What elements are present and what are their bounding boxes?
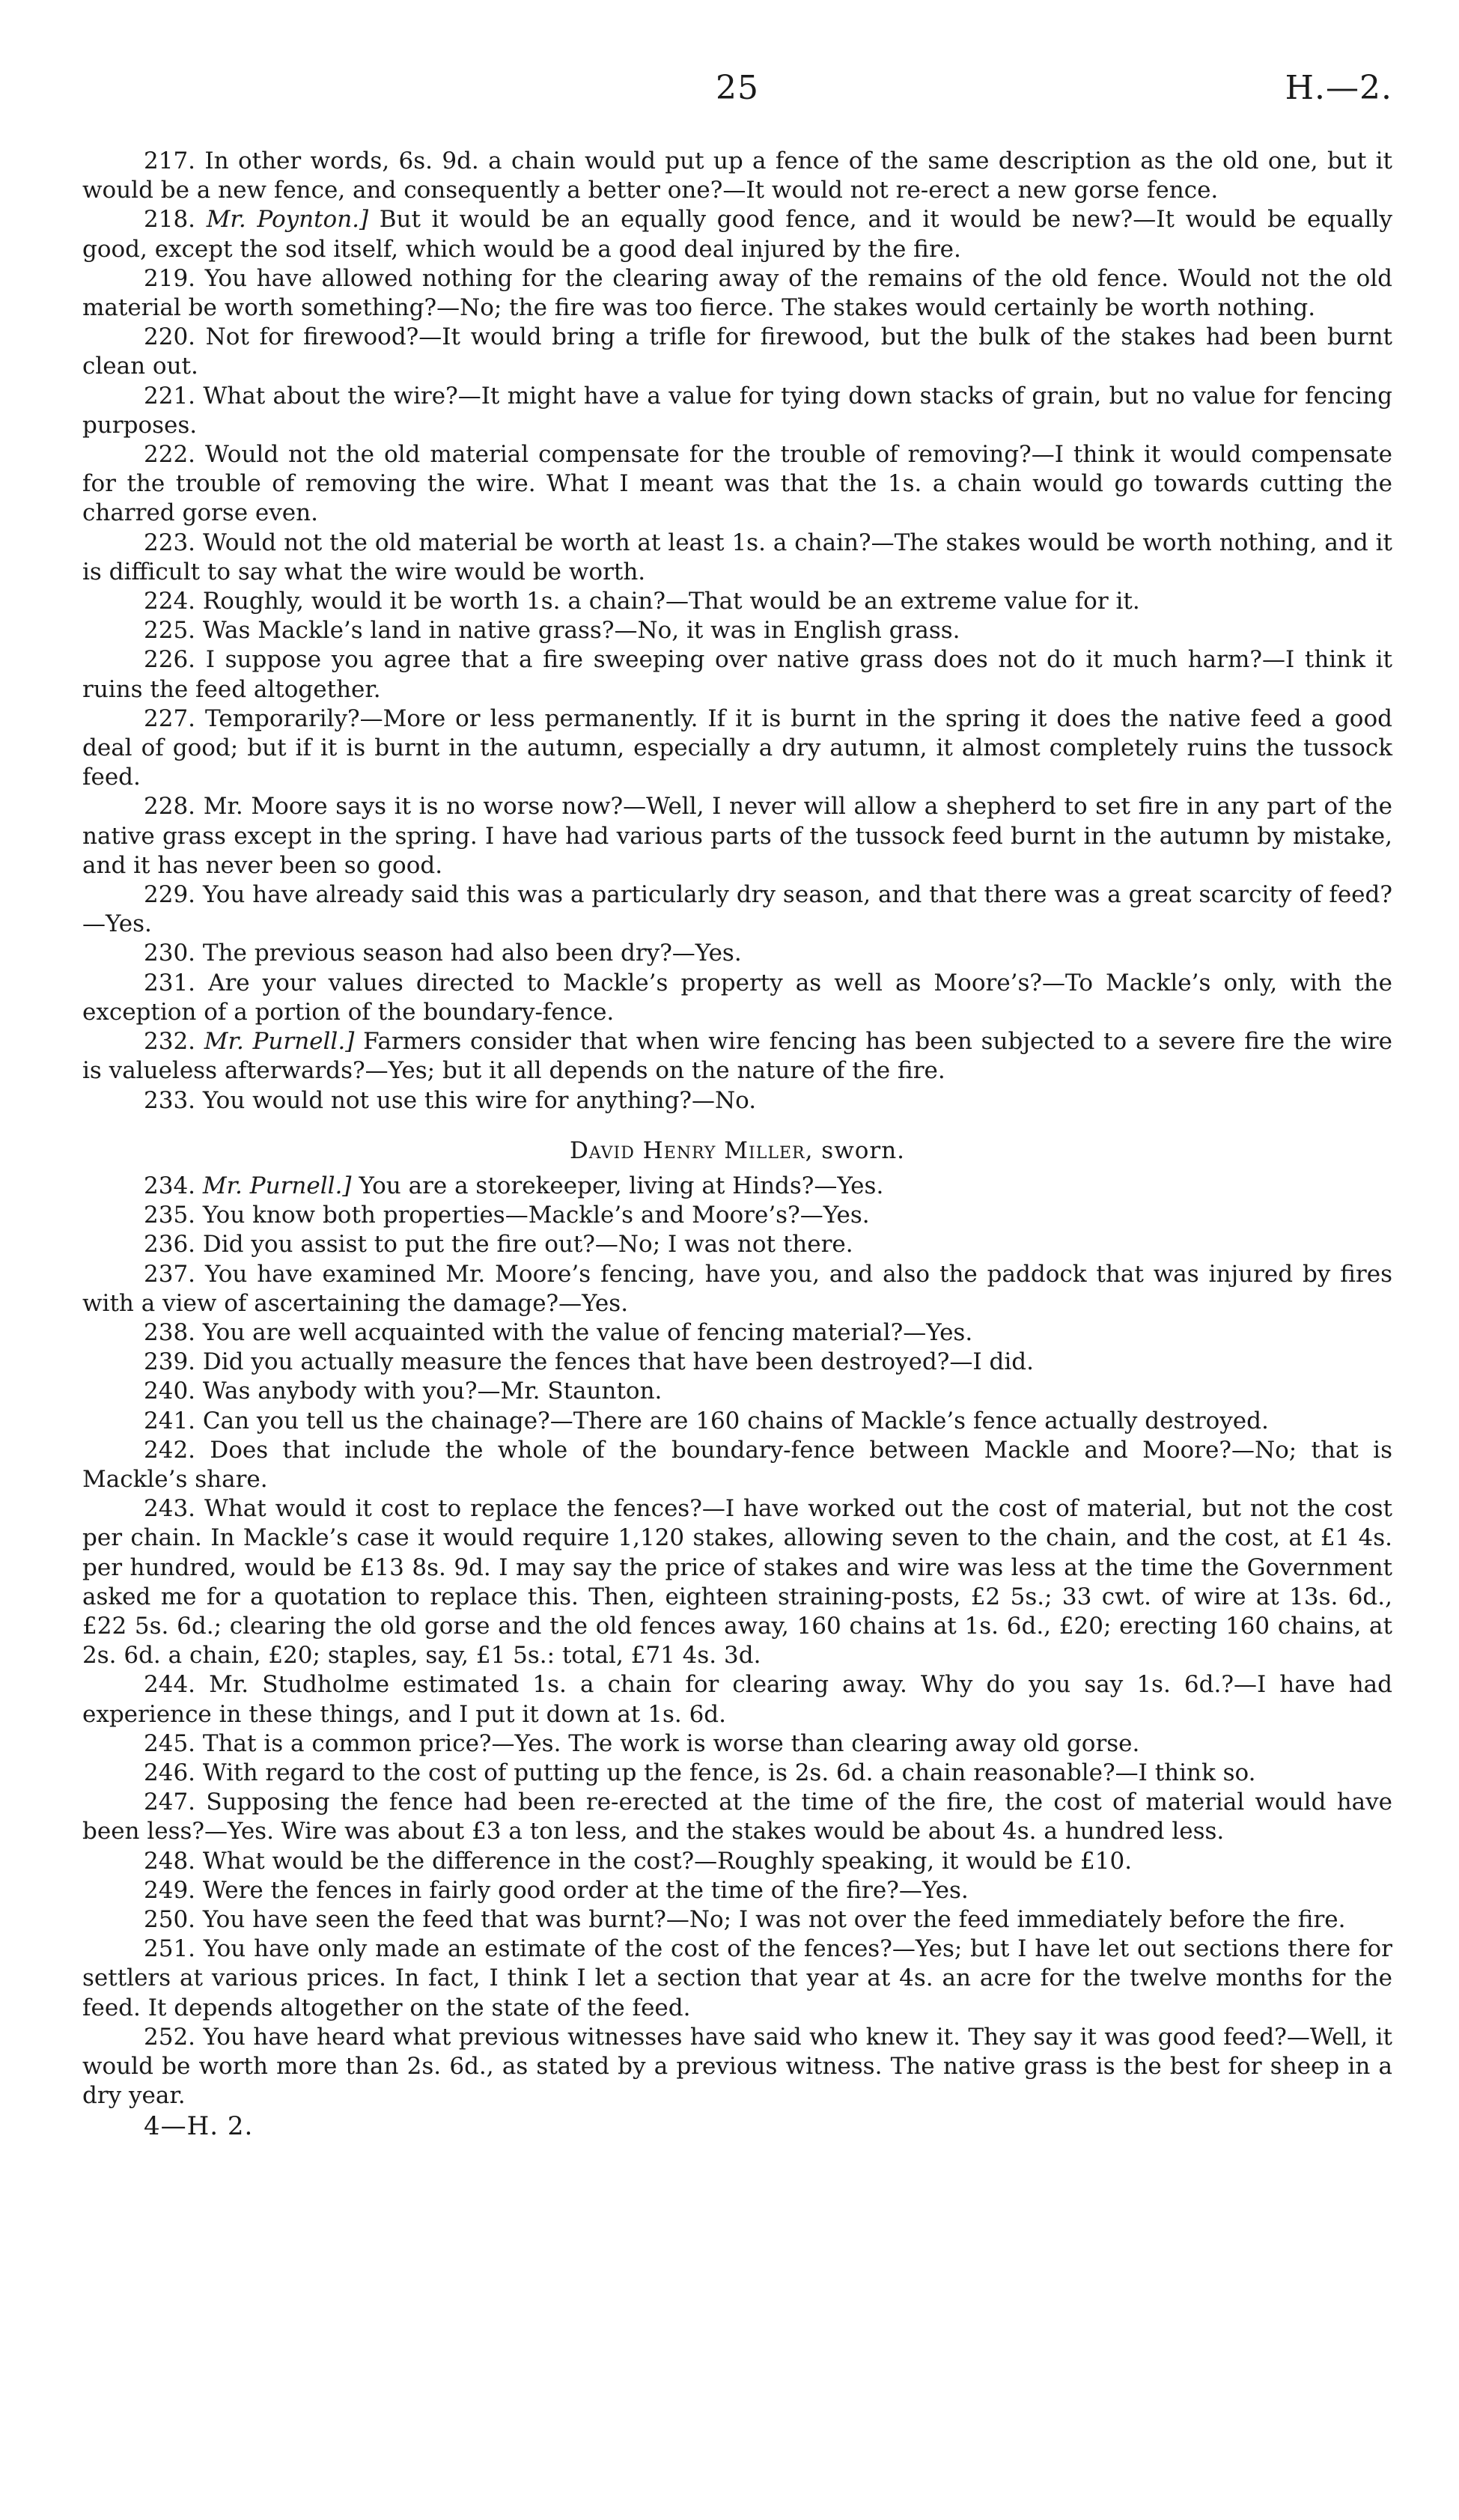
evidence-block-1 [82,147,1392,1116]
document-body [82,147,1392,2142]
question-number: 235. [144,1202,196,1229]
question-number: 251. [144,1935,196,1963]
question-text: You would not use this wire for anything?—No. [202,1086,757,1114]
question-paragraph [82,1436,1392,1494]
question-paragraph [82,704,1392,793]
question-text: The previous season had also been dry?—Yes. [202,940,742,967]
question-number: 241. [144,1407,196,1434]
question-text: I suppose you agree that a fire sweeping over native grass does not do it much harm?—I think it ruins the feed altogether. [82,646,1393,703]
question-paragraph [82,1172,1392,1201]
question-number: 221. [144,382,196,410]
question-text: Would not the old material be worth at least 1s. a chain?—The stakes would be worth nothing, and it is difficult to say what the wire would be worth. [82,529,1392,585]
question-text: Not for firewood?—It would bring a trifle for firewood, but the bulk of the stakes had been burnt clean out. [82,323,1392,380]
question-text: That is a common price?—Yes. The work is worse than clearing away old gorse. [202,1729,1140,1757]
question-paragraph [82,645,1392,704]
question-text: You have heard what previous witnesses have said who knew it. They say it was good feed?—Well, it would be worth more than 2s. 6d., as stated by a previous witness. The native grass is the best for sheep in a dry year. [82,2023,1392,2110]
question-paragraph [82,880,1392,939]
question-text: Did you assist to put the fire out?—No; I was not there. [202,1231,853,1259]
question-number: 228. [144,793,196,821]
question-text: Did you actually measure the fences that have been destroyed?—I did. [202,1348,1034,1376]
question-text: Are your values directed to Mackle’s property as well as Moore’s?—To Mackle’s only, with the exception of a portion of the boundary-fence. [82,969,1392,1026]
question-paragraph [82,1729,1392,1759]
question-paragraph [82,1788,1392,1846]
question-number: 218. [144,206,196,234]
question-text: Would not the old material compensate for the trouble of removing?—I think it would compensate for the trouble of removing the wire. What I meant was that the 1s. a chain would go towards cutting the charred gorse even. [82,441,1393,527]
question-number: 252. [144,2023,196,2051]
question-paragraph [82,792,1392,880]
question-paragraph [82,1377,1392,1406]
question-number: 233. [144,1086,196,1114]
question-number: 247. [144,1789,196,1816]
speaker-name: Mr. Purnell.] [202,1172,352,1199]
question-number: 248. [144,1847,196,1875]
witness-name: David Henry Miller [569,1136,805,1164]
question-number: 232. [144,1028,196,1056]
question-paragraph [82,1407,1392,1436]
question-paragraph [82,1494,1392,1670]
question-text: You are well acquainted with the value of fencing material?—Yes. [202,1318,973,1346]
question-paragraph [82,1230,1392,1259]
question-number: 231. [144,969,196,996]
question-text: But it would be an equally good fence, and it would be new?—It would be equally good, except the sod itself, which would be a good deal injured by the fire. [82,206,1392,263]
witness-heading [82,1136,1392,1166]
question-number: 242. [144,1436,196,1464]
question-text: You have already said this was a particularly dry season, and that there was a great scarcity of feed?—Yes. [82,881,1392,938]
question-number: 222. [144,441,196,469]
question-text: You are a storekeeper, living at Hinds?—Yes. [359,1172,884,1199]
question-text: Mr. Studholme estimated 1s. a chain for clearing away. Why do you say 1s. 6d.?—I have had experience in these things, and I put it down at 1s. 6d. [82,1671,1392,1728]
question-paragraph [82,616,1392,645]
question-paragraph [82,1086,1392,1116]
sheet-signature: 4—H. 2. [144,2111,254,2142]
page-header [82,69,1392,114]
question-text: Mr. Moore says it is no worse now?—Well, I never will allow a shepherd to set fire in any part of the native grass except in the spring. I have had various parts of the tussock feed burnt in the autumn by mistake, and it has never been so good. [82,793,1393,879]
question-paragraph [82,1027,1392,1086]
question-number: 243. [144,1495,196,1523]
question-number: 219. [144,264,196,292]
question-paragraph [82,1670,1392,1729]
question-text: With regard to the cost of putting up the fence, is 2s. 6d. a chain reasonable?—I think so. [202,1759,1256,1786]
question-paragraph [82,147,1392,205]
question-text: You have allowed nothing for the clearing away of the remains of the old fence. Would not the old material be worth something?—No; the fire was too fierce. The stakes would certainly be worth nothing. [82,264,1392,322]
question-paragraph [82,440,1392,529]
question-paragraph [82,1759,1392,1788]
question-paragraph [82,939,1392,968]
question-paragraph [82,2023,1392,2111]
question-paragraph [82,587,1392,616]
question-number: 244. [144,1671,196,1699]
question-paragraph [82,1318,1392,1348]
speaker-name: Mr. Purnell.] [204,1028,355,1056]
question-number: 227. [144,704,196,732]
question-paragraph [82,1847,1392,1876]
question-number: 220. [144,323,196,351]
question-paragraph [82,1876,1392,1905]
question-paragraph [82,969,1392,1027]
question-text: What would be the difference in the cost?—Roughly speaking, it would be £10. [202,1847,1133,1875]
question-number: 240. [144,1378,196,1405]
speaker-name: Mr. Poynton.] [206,206,369,234]
question-number: 217. [144,147,196,174]
question-text: Does that include the whole of the boundary-fence between Mackle and Moore?—No; that is Mackle’s share. [82,1436,1392,1493]
question-text: Was Mackle’s land in native grass?—No, it was in English grass. [202,617,960,645]
question-paragraph [82,205,1392,264]
question-text: What about the wire?—It might have a value for tying down stacks of grain, but no value for fencing purposes. [82,382,1392,439]
question-number: 230. [144,940,196,967]
question-number: 250. [144,1905,196,1933]
question-paragraph [82,264,1392,323]
question-number: 238. [144,1318,196,1346]
question-paragraph [82,1201,1392,1230]
question-text: You know both properties—Mackle’s and Moore’s?—Yes. [202,1202,870,1229]
question-number: 223. [144,529,196,556]
question-number: 249. [144,1876,196,1904]
page-number: 25 [716,69,759,107]
question-paragraph [82,1905,1392,1935]
question-number: 236. [144,1231,196,1259]
question-text: You have only made an estimate of the cost of the fences?—Yes; but I have let out sections there for settlers at various prices. In fact, I think I let a section that year at 4s. an acre for the twelve months for the feed. It depends altogether on the state of the feed. [82,1935,1393,2021]
document-code: H.—2. [1285,69,1392,107]
question-paragraph [82,1348,1392,1377]
question-paragraph [82,382,1392,440]
question-number: 229. [144,881,196,909]
question-paragraph [82,529,1392,587]
question-text: Supposing the fence had been re-erected at the time of the fire, the cost of material would have been less?—Yes. Wire was about £3 a ton less, and the stakes would be about 4s. a hundred less. [82,1789,1392,1845]
question-number: 234. [144,1172,196,1199]
question-number: 237. [144,1260,196,1288]
question-paragraph [82,1260,1392,1318]
question-paragraph [82,1935,1392,2023]
question-paragraph [82,323,1392,381]
question-text: Farmers consider that when wire fencing has been subjected to a severe fire the wire is valueless afterwards?—Yes; but it all depends on the nature of the fire. [82,1028,1392,1085]
question-text: Roughly, would it be worth 1s. a chain?—That would be an extreme value for it. [202,588,1140,615]
question-text: Can you tell us the chainage?—There are 160 chains of Mackle’s fence actually destroyed. [202,1407,1269,1434]
question-number: 245. [144,1729,196,1757]
question-text: In other words, 6s. 9d. a chain would put up a fence of the same description as the old one, but it would be a new fence, and consequently a better one?—It would not re-erect a new gorse fence. [82,147,1392,204]
question-number: 246. [144,1759,196,1786]
question-text: What would it cost to replace the fences?—I have worked out the cost of material, but not the cost per chain. In Mackle’s case it would require 1,120 stakes, allowing seven to the chain, and the cost, at £1 4s. per hundred, would be £13 8s. 9d. I may say the price of stakes and wire was less at the time the Government asked me for a quotation to replace this. Then, eighteen straining-posts, £2 5s.; 33 cwt. of wire at 13s. 6d., £22 5s. 6d.; clearing the old gorse and the old fences away, 160 chains at 1s. 6d., £20; erecting 160 chains, at 2s. 6d. a chain, £20; staples, say, £1 5s.: total, £71 4s. 3d. [82,1495,1392,1670]
question-text: You have seen the feed that was burnt?—No; I was not over the feed immediately before the fire. [202,1905,1346,1933]
witness-sworn: , sworn. [805,1136,906,1164]
question-number: 226. [144,646,196,674]
question-text: Temporarily?—More or less permanently. If it is burnt in the spring it does the native feed a good deal of good; but if it is burnt in the autumn, especially a dry autumn, it almost completely ruins the tussock feed. [82,704,1392,791]
question-number: 225. [144,617,196,645]
question-number: 224. [144,588,196,615]
question-text: Were the fences in fairly good order at the time of the fire?—Yes. [202,1876,969,1904]
question-text: Was anybody with you?—Mr. Staunton. [202,1378,663,1405]
question-text: You have examined Mr. Moore’s fencing, have you, and also the paddock that was injured by fires with a view of ascertaining the damage?—Yes. [82,1260,1392,1317]
evidence-block-2 [82,1172,1392,2111]
question-number: 239. [144,1348,196,1376]
